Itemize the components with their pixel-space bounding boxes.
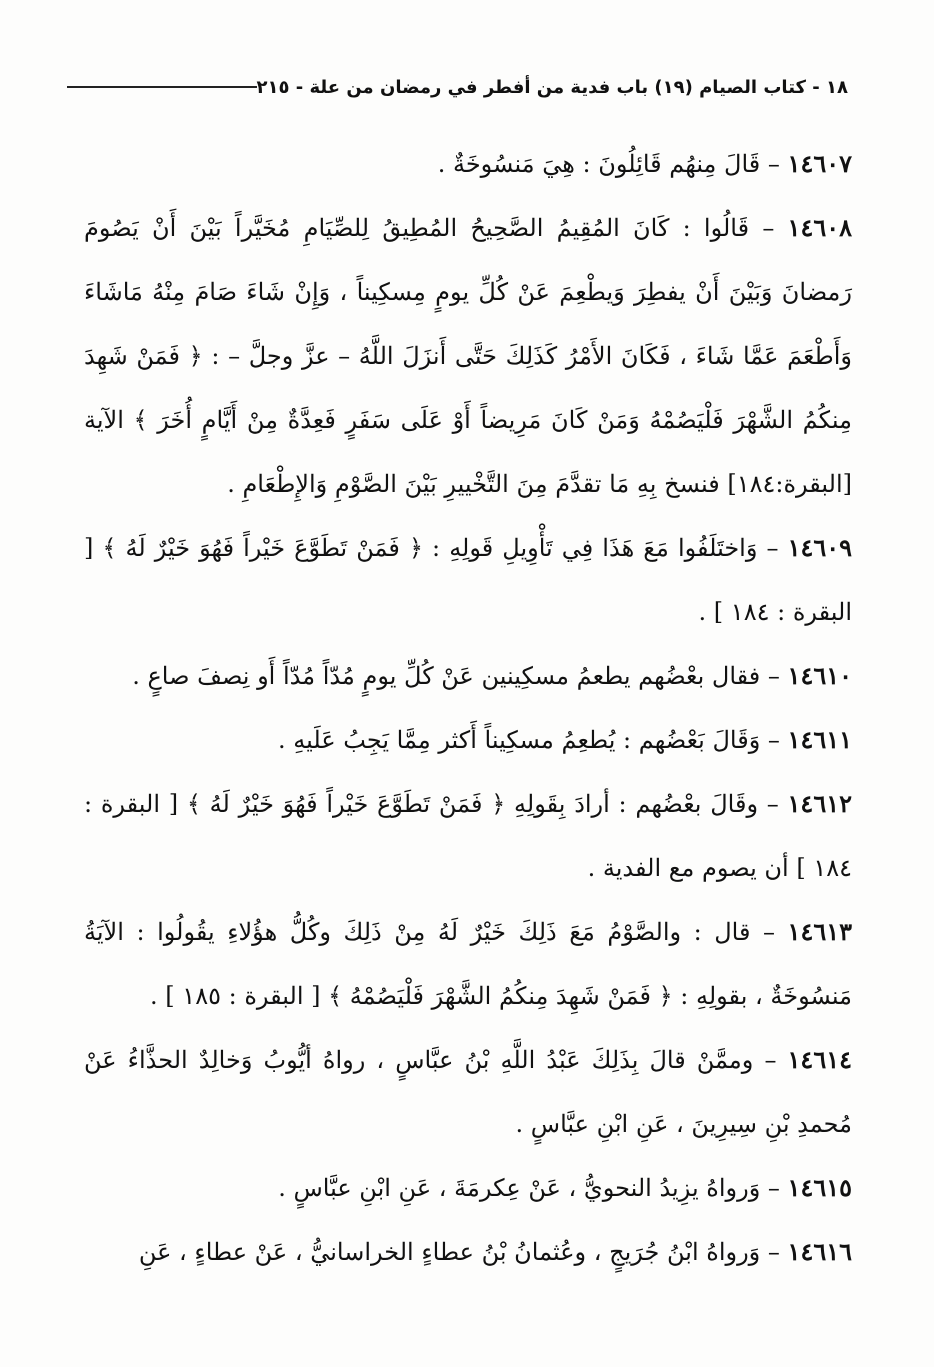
running-header — [86, 70, 848, 104]
paragraph-14610 — [84, 644, 852, 708]
paragraph-number: ١٤٦١٠ — [787, 661, 852, 690]
paragraph-14615 — [84, 1156, 852, 1220]
header-text: ١٨ - كتاب الصيام (١٩) باب فدية من أفطر في رمضان من علة - ٢١٥ — [256, 76, 848, 98]
paragraph-14608 — [84, 196, 852, 516]
paragraph-text: – قَالُوا : كَانَ المُقِيمُ الصَّحِيحُ المُطِيقُ لِلصِّيَامِ مُخَيَّراً بَيْنَ أَنْ يَصُومَ رَمضانَ وَبَيْنَ أَنْ يفطِرَ وَيطْعِمَ عَنْ كُلِّ يومٍ مِسكِيناً ، وَإِنْ شَاءَ صَامَ مِنْهُ مَاشَاءَ وَأَطْعَمَ عَمَّا شَاءَ ، فَكَانَ الأَمْرُ كَذَلِكَ حَتَّى أَنزَلَ اللَّهُ – عزَّ وجلَّ – : ﴿ فَمَنْ شَهِدَ مِنكُمُ الشَّهْرَ فَلْيَصُمْهُ وَمَنْ كَانَ مَرِيضاً أَوْ عَلَى سَفَرٍ فَعِدَّةٌ مِنْ أَيَّامٍ أُخَرَ ﴾ الآية [البقرة:١٨٤] فنسخ بِهِ مَا تقدَّمَ مِنَ التَّخْييرِ بَيْنَ الصَّوْمِ وَالإِطْعَامِ . — [84, 214, 852, 498]
paragraph-14607 — [84, 132, 852, 196]
paragraph-14614 — [84, 1028, 852, 1156]
paragraph-14612 — [84, 772, 852, 900]
paragraph-number: ١٤٦١١ — [787, 725, 852, 754]
paragraph-14609 — [84, 516, 852, 644]
paragraph-text: – قال : والصَّوْمُ مَعَ ذَلِكَ خَيْرٌ لَهُ مِنْ ذَلِكَ وكُلُّ هؤُلاءِ يقُولُوا : الآيَةُ مَنسُوخَةٌ ، بقولِهِ : ﴿ فَمَنْ شَهِدَ مِنكُمُ الشَّهْرَ فَلْيَصُمْهُ ﴾ [ البقرة : ١٨٥ ] . — [84, 918, 852, 1010]
paragraph-text: – وَرواهُ ابْنُ جُرَيجٍ ، وعُثمانُ بْنُ عطاءٍ الخراسانيُّ ، عَنْ عطاءٍ ، عَنِ — [138, 1238, 780, 1266]
paragraph-14613 — [84, 900, 852, 1028]
paragraph-text: – وَقَالَ بَعْضُهم : يُطعِمُ مسكِيناً أَكثر مِمَّا يَجِبُ عَلَيهِ . — [278, 726, 780, 754]
paragraph-number: ١٤٦١٣ — [787, 917, 852, 946]
paragraph-text: – فقال بعْضُهم يطعمُ مسكِينين عَنْ كُلِّ يومٍ مُدّاً مُدّاً أَو نِصفَ صاعٍ . — [132, 662, 780, 690]
paragraph-number: ١٤٦٠٨ — [787, 213, 852, 242]
paragraph-text: – وممَّنْ قالَ بِذَلِكَ عَبْدُ اللَّهِ بْنُ عبَّاسٍ ، رواهُ أيُّوبُ وَخالِدٌ الحذَّاءُ عَنْ مُحمدِ بْنِ سِيرِينَ ، عَنِ ابْنِ عبَّاسٍ . — [84, 1046, 852, 1138]
paragraph-number: ١٤٦١٢ — [787, 789, 852, 818]
header-rule — [67, 86, 257, 88]
paragraph-text: – وقَالَ بعْضُهم : أرادَ بِقَولِهِ ﴿ فَمَنْ تَطَوَّعَ خَيْراً فَهُوَ خَيْرٌ لَهُ ﴾ [ البقرة : ١٨٤ ] أن يصوم مع الفدية . — [84, 790, 852, 882]
body-text — [84, 132, 852, 1284]
paragraph-number: ١٤٦١٦ — [787, 1237, 852, 1266]
paragraph-text: – قَالَ مِنهُم قَائِلُونَ : هِيَ مَنسُوخَةٌ . — [437, 150, 780, 178]
paragraph-text: – وَاختَلَفُوا مَعَ هَذَا فِي تَأْوِيلِ قَولِهِ : ﴿ فَمَنْ تَطَوَّعَ خَيْراً فَهُوَ خَيْرٌ لَهُ ﴾ [ البقرة : ١٨٤ ] . — [84, 534, 852, 626]
paragraph-14611 — [84, 708, 852, 772]
paragraph-number: ١٤٦٠٧ — [787, 149, 852, 178]
paragraph-number: ١٤٦١٤ — [787, 1045, 852, 1074]
paragraph-14616 — [84, 1220, 852, 1284]
paragraph-number: ١٤٦١٥ — [787, 1173, 852, 1202]
paragraph-number: ١٤٦٠٩ — [787, 533, 853, 562]
paragraph-text: – وَرواهُ يزِيدُ النحويُّ ، عَنْ عِكرمَةَ ، عَنِ ابْنِ عبَّاسٍ . — [278, 1174, 780, 1202]
